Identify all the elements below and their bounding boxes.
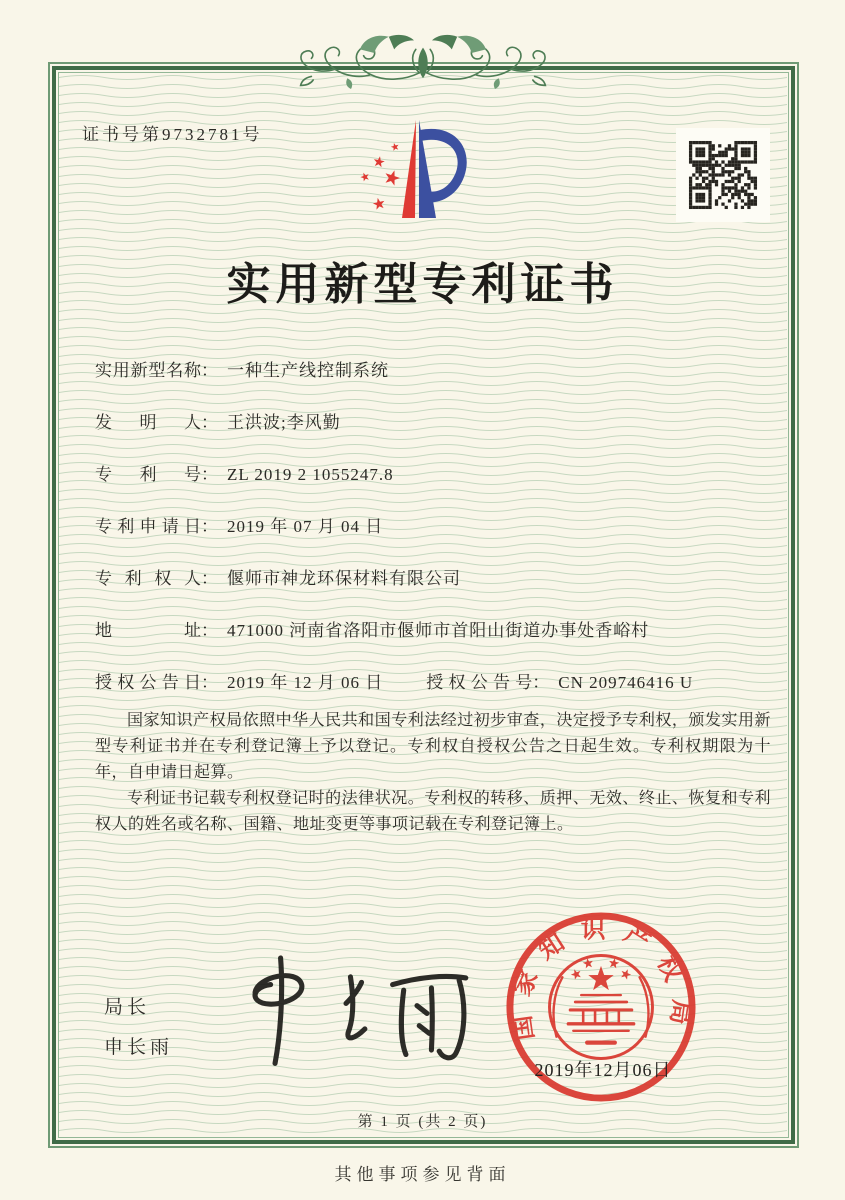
field-label: 专利权人 bbox=[95, 569, 201, 588]
field-value: 2019 年 12 月 06 日 bbox=[227, 673, 384, 692]
field-label: 专利申请日 bbox=[95, 517, 201, 536]
back-side-note: 其他事项参见背面 bbox=[334, 1165, 511, 1184]
field-grant-date: 授权公告日： 2019 年 12 月 06 日 bbox=[95, 673, 384, 692]
field-row-utility-name: 实用新型名称： 一种生产线控制系统 bbox=[95, 361, 389, 380]
field-value: CN 209746416 U bbox=[558, 673, 694, 692]
handwritten-signature bbox=[228, 948, 484, 1070]
field-row-filing-date: 专利申请日： 2019 年 07 月 04 日 bbox=[95, 517, 384, 536]
legal-text bbox=[95, 708, 771, 838]
field-value: 王洪波;李风勤 bbox=[227, 413, 341, 432]
field-label: 地址 bbox=[95, 621, 201, 640]
field-row-inventor: 发明人： 王洪波;李风勤 bbox=[95, 413, 341, 432]
qr-code bbox=[676, 128, 770, 222]
field-value: 一种生产线控制系统 bbox=[227, 361, 389, 380]
field-label: 授权公告日 bbox=[95, 673, 201, 692]
certificate-number: 证书号第9732781号 bbox=[82, 125, 263, 144]
national-emblem-icon bbox=[550, 956, 653, 1059]
certificate-title: 实用新型专利证书 bbox=[226, 260, 619, 309]
seal-ring-text: 国家知识产权局 bbox=[506, 916, 696, 1043]
field-value: 2019 年 07 月 04 日 bbox=[227, 517, 384, 536]
field-list bbox=[95, 360, 790, 724]
commissioner-title: 局长 bbox=[104, 997, 151, 1018]
commissioner-name: 申长雨 bbox=[104, 1037, 174, 1058]
field-label: 发明人 bbox=[95, 413, 201, 432]
seal-date: 2019年12月06日 bbox=[534, 1060, 672, 1080]
field-row-patent-no: 专利号： ZL 2019 2 1055247.8 bbox=[95, 465, 394, 484]
legal-paragraph-2: 专利证书记载专利权登记时的法律状况。专利权的转移、质押、无效、终止、恢复和专利权人的姓名或名称、国籍、地址变更等事项记载在专利登记簿上。 bbox=[95, 790, 771, 833]
legal-paragraph-1: 国家知识产权局依照中华人民共和国专利法经过初步审查，决定授予专利权，颁发实用新型专利证书并在专利登记簿上予以登记。专利权自授权公告之日起生效。专利权期限为十年，自申请日起算。 bbox=[95, 712, 771, 781]
field-label: 实用新型名称 bbox=[95, 361, 201, 380]
field-value: 偃师市神龙环保材料有限公司 bbox=[227, 569, 461, 588]
field-row-address: 地址： 471000 河南省洛阳市偃师市首阳山街道办事处香峪村 bbox=[95, 621, 650, 640]
field-label: 专利号 bbox=[95, 465, 201, 484]
field-label: 授权公告号 bbox=[426, 673, 533, 692]
cnipa-logo-icon bbox=[348, 114, 478, 228]
dragon-ornament-icon bbox=[253, 26, 593, 98]
field-value: 471000 河南省洛阳市偃师市首阳山街道办事处香峪村 bbox=[227, 621, 650, 640]
field-grant-number: 授权公告号： CN 209746416 U bbox=[426, 673, 694, 692]
page-number: 第 1 页 (共 2 页) bbox=[357, 1114, 488, 1130]
field-row-patentee: 专利权人： 偃师市神龙环保材料有限公司 bbox=[95, 569, 461, 588]
field-value: ZL 2019 2 1055247.8 bbox=[227, 465, 394, 484]
field-row-grant bbox=[95, 672, 790, 694]
